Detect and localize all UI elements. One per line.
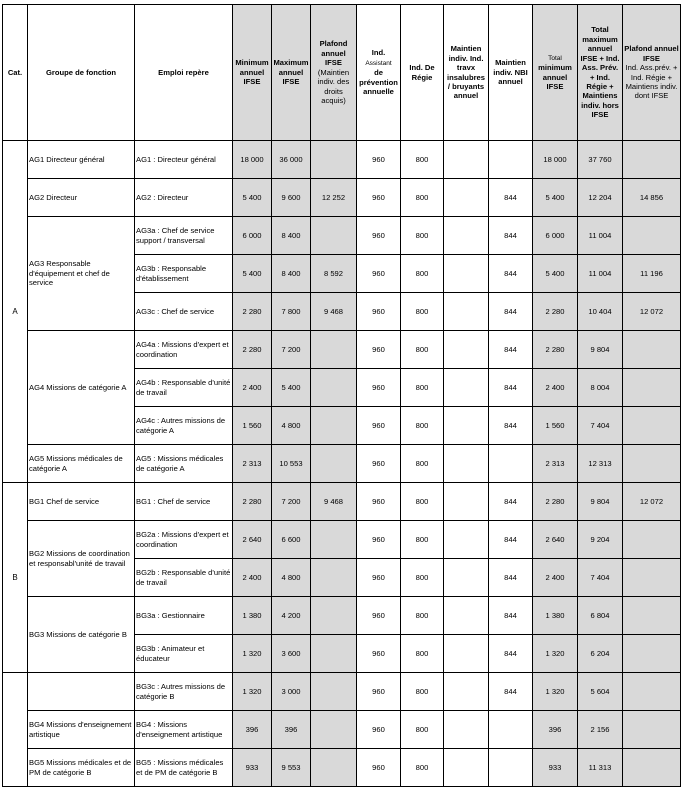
assist-cell: 960 <box>357 331 401 369</box>
nbi-cell: 844 <box>489 597 533 635</box>
plafond-cell <box>311 559 357 597</box>
min-cell: 2 313 <box>233 445 272 483</box>
max-cell: 6 600 <box>272 521 311 559</box>
plaf2-cell <box>623 369 681 407</box>
group-cell <box>28 673 135 711</box>
max-cell: 7 800 <box>272 293 311 331</box>
header-travx: Maintien indiv. Ind. travx insalubres / bruyants annuel <box>444 5 489 141</box>
emploi-cell: BG1 : Chef de service <box>135 483 233 521</box>
nbi-cell: 844 <box>489 635 533 673</box>
tmax-cell: 7 404 <box>578 559 623 597</box>
plaf2-cell <box>623 711 681 749</box>
plafond-cell <box>311 407 357 445</box>
regie-cell: 800 <box>401 597 444 635</box>
emploi-cell: BG3c : Autres missions de catégorie B <box>135 673 233 711</box>
plafond-cell <box>311 749 357 787</box>
nbi-cell: 844 <box>489 217 533 255</box>
tmin-cell: 1 320 <box>533 673 578 711</box>
header-plafond <box>311 5 357 141</box>
assist-cell: 960 <box>357 711 401 749</box>
plaf2-cell: 11 196 <box>623 255 681 293</box>
group-cell: AG5 Missions médicales de catégorie A <box>28 445 135 483</box>
plaf2-cell: 12 072 <box>623 293 681 331</box>
assist-cell: 960 <box>357 407 401 445</box>
assist-cell: 960 <box>357 559 401 597</box>
max-cell: 8 400 <box>272 255 311 293</box>
header-assistant-rest: de prévention annuelle <box>359 68 398 97</box>
table-row <box>3 445 681 483</box>
tmin-cell: 2 280 <box>533 483 578 521</box>
min-cell: 2 280 <box>233 483 272 521</box>
nbi-cell: 844 <box>489 407 533 445</box>
tmax-cell: 12 204 <box>578 179 623 217</box>
emploi-cell: AG4a : Missions d'expert et coordination <box>135 331 233 369</box>
max-cell: 36 000 <box>272 141 311 179</box>
regie-cell: 800 <box>401 559 444 597</box>
emploi-cell: BG2a : Missions d'expert et coordination <box>135 521 233 559</box>
plafond-cell <box>311 141 357 179</box>
min-cell: 396 <box>233 711 272 749</box>
max-cell: 3 600 <box>272 635 311 673</box>
travx-cell <box>444 597 489 635</box>
plaf2-cell: 12 072 <box>623 483 681 521</box>
emploi-cell: AG3c : Chef de service <box>135 293 233 331</box>
tmax-cell: 8 004 <box>578 369 623 407</box>
regie-cell: 800 <box>401 635 444 673</box>
travx-cell <box>444 217 489 255</box>
group-cell: AG1 Directeur général <box>28 141 135 179</box>
group-cell: BG2 Missions de coordination et responsabl'unité de travail <box>28 521 135 597</box>
tmax-cell: 6 804 <box>578 597 623 635</box>
emploi-cell: BG4 : Missions d'enseignement artistique <box>135 711 233 749</box>
min-cell: 5 400 <box>233 179 272 217</box>
min-cell: 6 000 <box>233 217 272 255</box>
plaf2-cell <box>623 407 681 445</box>
group-cell: AG2 Directeur <box>28 179 135 217</box>
plafond-cell <box>311 711 357 749</box>
min-cell: 1 380 <box>233 597 272 635</box>
plafond-cell <box>311 217 357 255</box>
assist-cell: 960 <box>357 179 401 217</box>
tmin-cell: 2 400 <box>533 369 578 407</box>
min-cell: 1 320 <box>233 635 272 673</box>
regie-cell: 800 <box>401 749 444 787</box>
header-row <box>3 5 681 141</box>
plafond-cell: 9 468 <box>311 293 357 331</box>
nbi-cell: 844 <box>489 293 533 331</box>
emploi-cell: BG2b : Responsable d'unité de travail <box>135 559 233 597</box>
nbi-cell: 844 <box>489 331 533 369</box>
regie-cell: 800 <box>401 141 444 179</box>
header-plafond-note: (Maintien indiv. des droits acquis) <box>317 67 350 106</box>
category-cell <box>3 673 28 787</box>
tmin-cell: 2 400 <box>533 559 578 597</box>
max-cell: 4 800 <box>272 407 311 445</box>
emploi-cell: AG4c : Autres missions de catégorie A <box>135 407 233 445</box>
regie-cell: 800 <box>401 445 444 483</box>
emploi-cell: AG4b : Responsable d'unité de travail <box>135 369 233 407</box>
table-row <box>3 749 681 787</box>
regie-cell: 800 <box>401 673 444 711</box>
max-cell: 3 000 <box>272 673 311 711</box>
header-plafond2-note: Ind. Ass.prév. + Ind. Régie + Maintiens indiv. dont IFSE <box>625 63 678 101</box>
min-cell: 1 560 <box>233 407 272 445</box>
table-row <box>3 483 681 521</box>
table-row <box>3 217 681 255</box>
header-nbi: Maintien indiv. NBI annuel <box>489 5 533 141</box>
travx-cell <box>444 673 489 711</box>
max-cell: 9 600 <box>272 179 311 217</box>
plaf2-cell <box>623 445 681 483</box>
tmax-cell: 10 404 <box>578 293 623 331</box>
regie-cell: 800 <box>401 711 444 749</box>
max-cell: 396 <box>272 711 311 749</box>
plafond-cell: 8 592 <box>311 255 357 293</box>
category-cell: B <box>3 483 28 673</box>
max-cell: 10 553 <box>272 445 311 483</box>
max-cell: 7 200 <box>272 483 311 521</box>
assist-cell: 960 <box>357 255 401 293</box>
tmin-cell: 2 280 <box>533 331 578 369</box>
category-cell: A <box>3 141 28 483</box>
header-plafond2-title: Plafond annuel IFSE <box>624 44 679 63</box>
group-cell: BG5 Missions médicales et de PM de catégorie B <box>28 749 135 787</box>
regie-cell: 800 <box>401 255 444 293</box>
plafond-cell <box>311 445 357 483</box>
plaf2-cell <box>623 635 681 673</box>
tmin-cell: 2 640 <box>533 521 578 559</box>
table-row <box>3 711 681 749</box>
min-cell: 2 280 <box>233 293 272 331</box>
nbi-cell <box>489 711 533 749</box>
header-total-min-rest: minimum annuel IFSE <box>538 63 572 92</box>
travx-cell <box>444 369 489 407</box>
plaf2-cell <box>623 597 681 635</box>
header-cat: Cat. <box>3 5 28 141</box>
min-cell: 933 <box>233 749 272 787</box>
plaf2-cell <box>623 217 681 255</box>
assist-cell: 960 <box>357 293 401 331</box>
tmin-cell: 2 313 <box>533 445 578 483</box>
group-cell: BG1 Chef de service <box>28 483 135 521</box>
plafond-cell <box>311 521 357 559</box>
regie-cell: 800 <box>401 217 444 255</box>
plaf2-cell <box>623 673 681 711</box>
regie-cell: 800 <box>401 369 444 407</box>
travx-cell <box>444 445 489 483</box>
assist-cell: 960 <box>357 521 401 559</box>
tmax-cell: 11 313 <box>578 749 623 787</box>
table-row <box>3 597 681 635</box>
max-cell: 4 800 <box>272 559 311 597</box>
min-cell: 2 400 <box>233 369 272 407</box>
table-row <box>3 179 681 217</box>
tmax-cell: 11 004 <box>578 217 623 255</box>
assist-cell: 960 <box>357 749 401 787</box>
nbi-cell: 844 <box>489 673 533 711</box>
regie-cell: 800 <box>401 293 444 331</box>
plafond-cell: 12 252 <box>311 179 357 217</box>
travx-cell <box>444 521 489 559</box>
tmin-cell: 1 320 <box>533 635 578 673</box>
nbi-cell: 844 <box>489 255 533 293</box>
travx-cell <box>444 407 489 445</box>
table-row <box>3 673 681 711</box>
plafond-cell <box>311 597 357 635</box>
assist-cell: 960 <box>357 217 401 255</box>
plaf2-cell <box>623 749 681 787</box>
plafond-cell <box>311 635 357 673</box>
travx-cell <box>444 749 489 787</box>
regie-cell: 800 <box>401 521 444 559</box>
max-cell: 5 400 <box>272 369 311 407</box>
emploi-cell: BG5 : Missions médicales et de PM de catégorie B <box>135 749 233 787</box>
assist-cell: 960 <box>357 483 401 521</box>
plafond-cell <box>311 673 357 711</box>
tmax-cell: 7 404 <box>578 407 623 445</box>
header-groupe: Groupe de fonction <box>28 5 135 141</box>
group-cell: BG3 Missions de catégorie B <box>28 597 135 673</box>
tmax-cell: 37 760 <box>578 141 623 179</box>
travx-cell <box>444 635 489 673</box>
header-regie: Ind. De Régie <box>401 5 444 141</box>
group-cell: AG3 Responsable d'équipement et chef de service <box>28 217 135 331</box>
max-cell: 9 553 <box>272 749 311 787</box>
min-cell: 2 280 <box>233 331 272 369</box>
nbi-cell <box>489 749 533 787</box>
plaf2-cell <box>623 521 681 559</box>
header-max: Maximum annuel IFSE <box>272 5 311 141</box>
assist-cell: 960 <box>357 445 401 483</box>
travx-cell <box>444 141 489 179</box>
plaf2-cell <box>623 141 681 179</box>
min-cell: 2 400 <box>233 559 272 597</box>
max-cell: 4 200 <box>272 597 311 635</box>
emploi-cell: BG3b : Animateur et éducateur <box>135 635 233 673</box>
emploi-cell: AG1 : Directeur général <box>135 141 233 179</box>
nbi-cell <box>489 141 533 179</box>
max-cell: 7 200 <box>272 331 311 369</box>
tmin-cell: 1 560 <box>533 407 578 445</box>
assist-cell: 960 <box>357 673 401 711</box>
table-row <box>3 331 681 369</box>
tmin-cell: 2 280 <box>533 293 578 331</box>
travx-cell <box>444 293 489 331</box>
tmin-cell: 5 400 <box>533 179 578 217</box>
plafond-cell: 9 468 <box>311 483 357 521</box>
max-cell: 8 400 <box>272 217 311 255</box>
nbi-cell: 844 <box>489 179 533 217</box>
emploi-cell: AG3a : Chef de service support / transversal <box>135 217 233 255</box>
tmin-cell: 933 <box>533 749 578 787</box>
header-total-min-word: Total <box>548 55 562 63</box>
travx-cell <box>444 255 489 293</box>
nbi-cell <box>489 445 533 483</box>
travx-cell <box>444 559 489 597</box>
tmax-cell: 2 156 <box>578 711 623 749</box>
tmin-cell: 396 <box>533 711 578 749</box>
header-total-max: Total maximum annuel IFSE + Ind. Ass. Prév. + Ind. Régie + Maintiens indiv. hors IFSE <box>578 5 623 141</box>
nbi-cell: 844 <box>489 521 533 559</box>
tmax-cell: 9 204 <box>578 521 623 559</box>
nbi-cell: 844 <box>489 483 533 521</box>
tmax-cell: 9 804 <box>578 483 623 521</box>
header-assistant-word: Assistant <box>365 59 392 67</box>
plaf2-cell: 14 856 <box>623 179 681 217</box>
tmin-cell: 5 400 <box>533 255 578 293</box>
emploi-cell: BG3a : Gestionnaire <box>135 597 233 635</box>
min-cell: 18 000 <box>233 141 272 179</box>
travx-cell <box>444 179 489 217</box>
regie-cell: 800 <box>401 483 444 521</box>
travx-cell <box>444 483 489 521</box>
tmax-cell: 9 804 <box>578 331 623 369</box>
table-row <box>3 521 681 559</box>
assist-cell: 960 <box>357 141 401 179</box>
header-plafond-title: Plafond annuel IFSE <box>319 39 348 68</box>
assist-cell: 960 <box>357 597 401 635</box>
header-emploi: Emploi repère <box>135 5 233 141</box>
header-min: Minimum annuel IFSE <box>233 5 272 141</box>
travx-cell <box>444 331 489 369</box>
min-cell: 2 640 <box>233 521 272 559</box>
plaf2-cell <box>623 559 681 597</box>
group-cell: BG4 Missions d'enseignement artistique <box>28 711 135 749</box>
min-cell: 5 400 <box>233 255 272 293</box>
tmax-cell: 12 313 <box>578 445 623 483</box>
table-row <box>3 141 681 179</box>
travx-cell <box>444 711 489 749</box>
nbi-cell: 844 <box>489 369 533 407</box>
emploi-cell: AG5 : Missions médicales de catégorie A <box>135 445 233 483</box>
min-cell: 1 320 <box>233 673 272 711</box>
regie-cell: 800 <box>401 407 444 445</box>
plafond-cell <box>311 369 357 407</box>
assist-cell: 960 <box>357 369 401 407</box>
tmin-cell: 6 000 <box>533 217 578 255</box>
tmax-cell: 11 004 <box>578 255 623 293</box>
plaf2-cell <box>623 331 681 369</box>
tmin-cell: 18 000 <box>533 141 578 179</box>
plafond-cell <box>311 331 357 369</box>
tmax-cell: 5 604 <box>578 673 623 711</box>
assist-cell: 960 <box>357 635 401 673</box>
regie-cell: 800 <box>401 331 444 369</box>
regie-cell: 800 <box>401 179 444 217</box>
tmax-cell: 6 204 <box>578 635 623 673</box>
header-assistant-ind: Ind. <box>371 48 386 58</box>
emploi-cell: AG2 : Directeur <box>135 179 233 217</box>
header-assistant <box>357 5 401 141</box>
nbi-cell: 844 <box>489 559 533 597</box>
header-total-min <box>533 5 578 141</box>
header-plafond2 <box>623 5 681 141</box>
group-cell: AG4 Missions de catégorie A <box>28 331 135 445</box>
emploi-cell: AG3b : Responsable d'établissement <box>135 255 233 293</box>
tmin-cell: 1 380 <box>533 597 578 635</box>
ifse-table <box>2 4 681 787</box>
